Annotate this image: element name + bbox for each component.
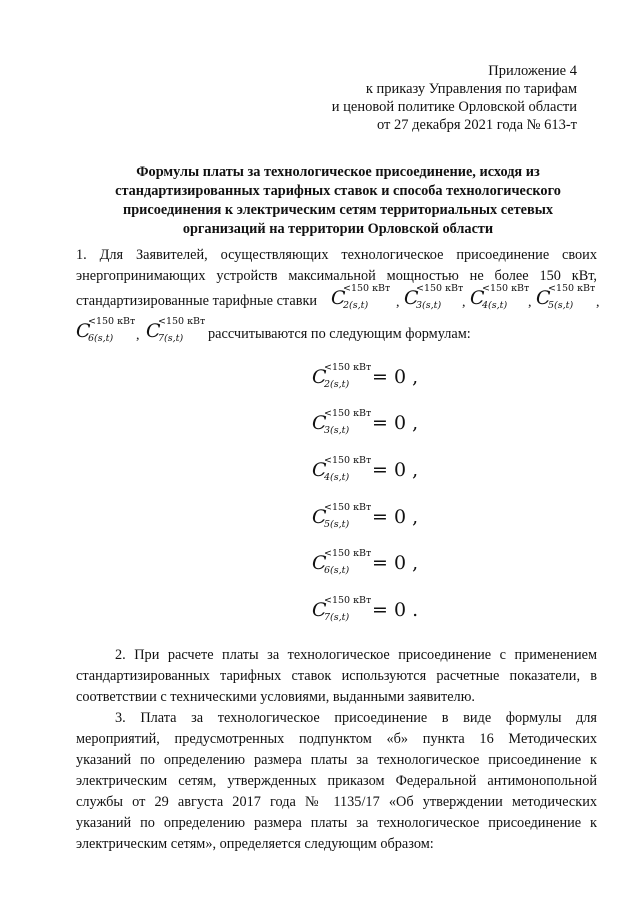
formula-row-3: C <150 кВт 3(s,t) = 0 , bbox=[312, 408, 419, 436]
formula-equals: = 0 , bbox=[372, 506, 419, 528]
formula-equals: = 0 , bbox=[372, 412, 419, 434]
formula-row-6: C <150 кВт 6(s,t) = 0 , bbox=[312, 548, 419, 576]
paragraph-2-line: соответствии с техническими условиями, выданными заявителю. bbox=[76, 689, 475, 705]
appendix-order-ref-2: и ценовой политике Орловской области bbox=[331, 99, 577, 115]
formula-equals: = 0 , bbox=[372, 459, 419, 481]
title-line: стандартизированных тарифных ставок и способа технологического bbox=[115, 183, 561, 199]
paragraph-3-line: электрическим сетям», определяется следующим образом: bbox=[76, 836, 434, 852]
formula-row-5: C <150 кВт 5(s,t) = 0 , bbox=[312, 502, 419, 530]
rates-tail-text: рассчитываются по следующим формулам: bbox=[208, 326, 471, 342]
formula-row-2: C <150 кВт 2(s,t) = 0 , bbox=[312, 362, 419, 390]
title-line: Формулы платы за технологическое присоединение, исходя из bbox=[136, 164, 540, 180]
document-title bbox=[88, 163, 588, 239]
formula-equals: = 0 . bbox=[372, 599, 419, 621]
title-line: организаций на территории Орловской области bbox=[182, 221, 494, 237]
paragraph-2-line: стандартизированных тарифных ставок используются расчетные показатели, в bbox=[76, 668, 597, 684]
title-line: присоединения к электрическим сетям территориальных сетевых bbox=[122, 202, 554, 218]
appendix-header bbox=[332, 62, 577, 134]
formula-equals: = 0 , bbox=[372, 366, 419, 388]
formula-equals: = 0 , bbox=[372, 552, 419, 574]
formula-row-7: C <150 кВт 7(s,t) = 0 . bbox=[312, 595, 419, 623]
paragraph-3-line: электрическим сетям, утвержденных приказом Федеральной антимонопольной bbox=[76, 773, 597, 789]
paragraph-1-line: энергопринимающих устройств максимальной мощностью не более 150 кВт, bbox=[76, 268, 597, 284]
paragraph-2-line: 2. При расчете платы за технологическое присоединение с применением bbox=[115, 647, 597, 663]
rates-list-line-2: C <150 кВт 6(s,t) , C <150 кВт 7(s,t) рассчитываются по следующим формулам: bbox=[76, 316, 471, 344]
paragraph-3-line: мероприятий, предусмотренных подпунктом «б» пункта 16 Методических bbox=[76, 731, 597, 747]
paragraph-3-line: службы от 29 августа 2017 года № 1135/17 «Об утверждении методических bbox=[76, 794, 597, 810]
paragraph-3-line: указаний по определению размера платы за технологическое присоединение к bbox=[76, 815, 597, 831]
appendix-order-date: от 27 декабря 2021 года № 613-т bbox=[377, 117, 577, 133]
formula-row-4: C <150 кВт 4(s,t) = 0 , bbox=[312, 455, 419, 483]
appendix-number: Приложение 4 bbox=[488, 63, 577, 79]
paragraph-3-line: 3. Плата за технологическое присоединение в виде формулы для bbox=[115, 710, 597, 726]
rates-label: стандартизированные тарифные ставки bbox=[76, 293, 318, 309]
appendix-order-ref: к приказу Управления по тарифам bbox=[365, 81, 577, 97]
paragraph-1-line: 1. Для Заявителей, осуществляющих технологическое присоединение своих bbox=[76, 247, 597, 263]
paragraph-3-line: указаний по определению размера платы за технологическое присоединение к bbox=[76, 752, 597, 768]
rates-list-line-1: стандартизированные тарифные ставки C <150 кВт 2(s,t) , C <150 кВт 3(s,t) , C <150 кВт 4(s,t) , C <150 кВт 5(s,t) , bbox=[76, 283, 600, 311]
